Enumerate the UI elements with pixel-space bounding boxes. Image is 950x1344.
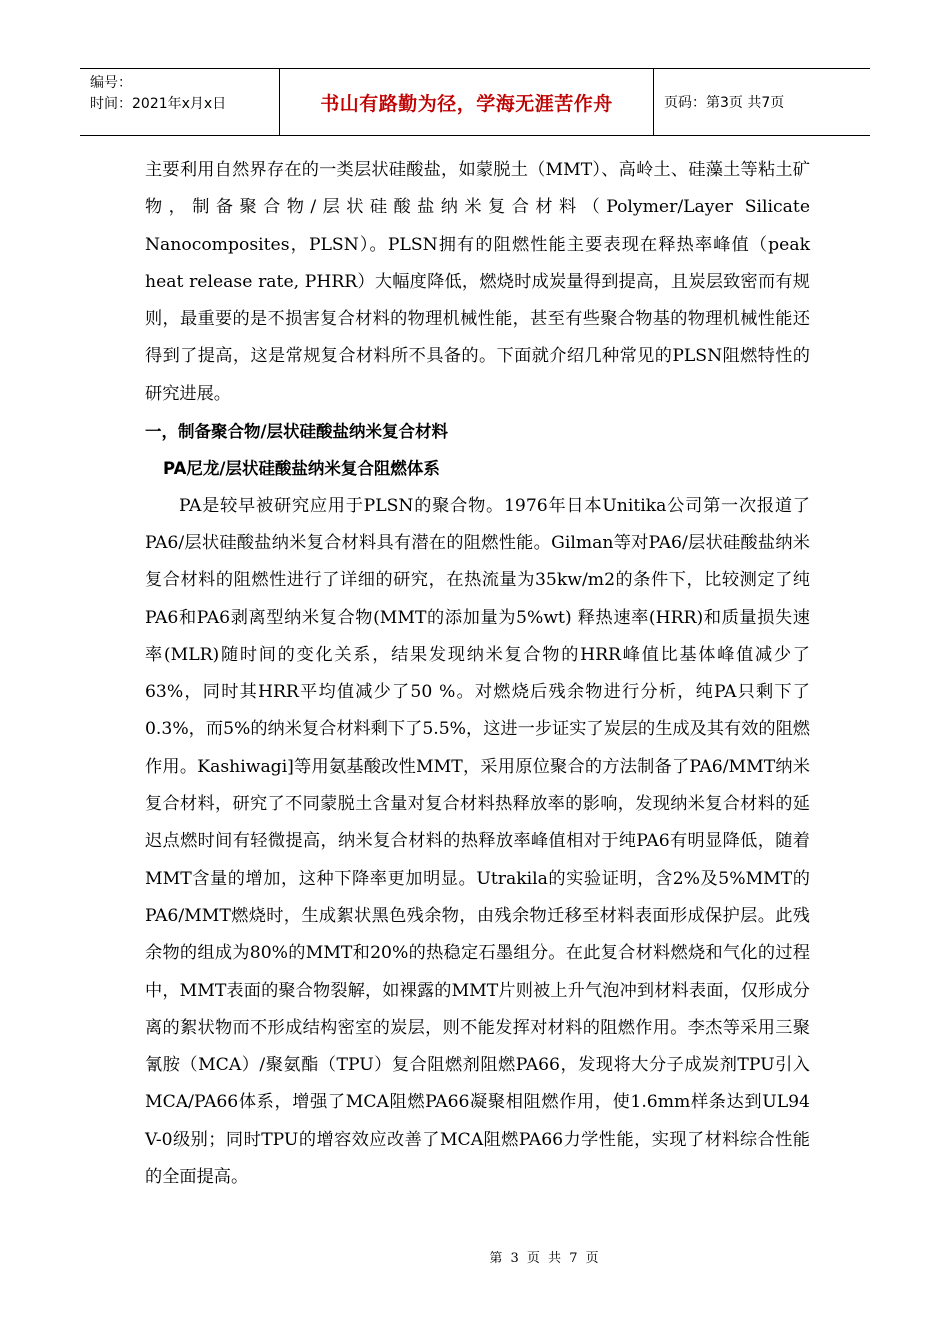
doc-time-label: 时间：2021年x月x日 <box>90 96 227 112</box>
section-heading: 一，制备聚合物/层状硅酸盐纳米复合材料 <box>145 422 449 442</box>
paragraph-pa-system: PA是较早被研究应用于PLSN的聚合物。1976年日本Unitika公司第一次报道了PA6/层状硅酸盐纳米复合材料具有潜在的阻燃性能。Gilman等对PA6/层状硅酸盐纳米复合材料的阻燃性进行了详细的研究，在热流量为35kw/m2的条件下，比较测定了纯PA6和PA6剥离型纳米复合物(MMT的添加量为5%wt) 释热速率(HRR)和质量损失速率(MLR)随时间的变化关系，结果发现纳米复合物的HRR峰值比基体峰值减少了63%，同时其HRR平均值减少了50 %。对燃烧后残余物进行分析，纯PA只剩下了0.3%，而5%的纳米复合材料剩下了5.5%，这进一步证实了炭层的生成及其有效的阻燃作用。Kashiwagi]等用氨基酸改性MMT，采用原位聚合的方法制备了PA6/MMT纳米复合材料，研究了不同蒙脱土含量对复合材料热释放率的影响，发现纳米复合材料的延迟点燃时间有轻微提高，纳米复合材料的热释放率峰值相对于纯PA6有明显降低，随着MMT含量的增加，这种下降率更加明显。Utrakila的实验证明，含2%及5%MMT的PA6/MMT燃烧时，生成絮状黑色残余物，由残余物迁移至材料表面形成保护层。此残余物的组成为80%的MMT和20%的热稳定石墨组分。在此复合材料燃烧和气化的过程中，MMT表面的聚合物裂解，如裸露的MMT片则被上升气泡冲到材料表面，仅形成分离的絮状物而不形成结构密室的炭层，则不能发挥对材料的阻燃作用。李杰等采用三聚氰胺（MCA）/聚氨酯（TPU）复合阻燃剂阻燃PA66，发现将大分子成炭剂TPU引入MCA/PA66体系，增强了MCA阻燃PA66凝聚相阻燃作用，使1.6mm样条达到UL94 V-0级别；同时TPU的增容效应改善了MCA阻燃PA66力学性能，实现了材料综合性能的全面提高。 <box>145 495 810 1188</box>
page-footer: 第 3 页 共 7 页 <box>489 1251 601 1266</box>
header-motto: 书山有路勤为径，学海无涯苦作舟 <box>280 69 654 135</box>
document-body <box>145 152 810 1196</box>
doc-number-label: 编号： <box>90 75 132 91</box>
header-info-cell <box>80 69 280 135</box>
page-header <box>80 68 870 136</box>
paragraph-intro: 主要利用自然界存在的一类层状硅酸盐，如蒙脱土（MMT）、高岭土、硅藻土等粘土矿物，制备聚合物/层状硅酸盐纳米复合材料（Polymer/Layer Silicate Nanocomposites，PLSN）。PLSN拥有的阻燃性能主要表现在释热率峰值（peak heat release rate, PHRR）大幅度降低，燃烧时成炭量得到提高，且炭层致密而有规则，最重要的是不损害复合材料的物理机械性能，甚至有些聚合物基的物理机械性能还得到了提高，这是常规复合材料所不具备的。下面就介绍几种常见的PLSN阻燃特性的研究进展。 <box>145 160 810 404</box>
subsection-heading: PA尼龙/层状硅酸盐纳米复合阻燃体系 <box>163 459 440 479</box>
header-page-number: 页码：第3页 共7页 <box>664 95 785 111</box>
